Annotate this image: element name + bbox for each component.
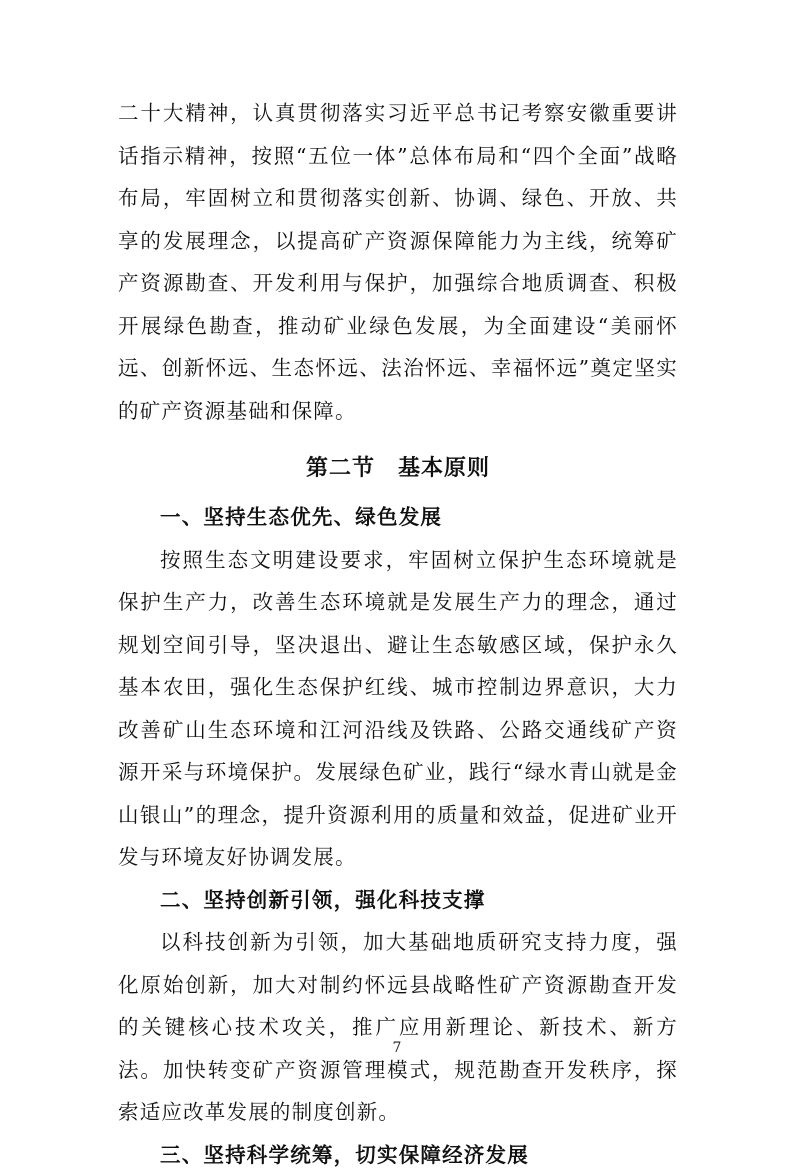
subsection-body-2: 以科技创新为引领，加大基础地质研究支持力度，强化原始创新，加大对制约怀远县战略性矿产资源勘查开发的关键核心技术攻关，推广应用新理论、新技术、新方法。加快转变矿产资源管理模式，规范勘查开发秩序，探索适应改革发展的制度创新。 [118,921,678,1134]
section-title: 第二节 基本原则 [118,452,678,486]
subsection-body-1: 按照生态文明建设要求，牢固树立保护生态环境就是保护生产力，改善生态环境就是发展生产力的理念，通过规划空间引导，坚决退出、避让生态敏感区域，保护永久基本农田，强化生态保护红线、城市控制边界意识，大力改善矿山生态环境和江河沿线及铁路、公路交通线矿产资源开采与环境保护。发展绿色矿业，践行“绿水青山就是金山银山”的理念，提升资源利用的质量和效益，促进矿业开发与环境友好协调发展。 [118,539,678,879]
page-number: 7 [0,1040,794,1056]
subsection-heading-3: 三、坚持科学统筹，切实保障经济发展 [118,1134,678,1176]
intro-paragraph: 二十大精神，认真贯彻落实习近平总书记考察安徽重要讲话指示精神，按照“五位一体”总体布局和“四个全面”战略布局，牢固树立和贯彻落实创新、协调、绿色、开放、共享的发展理念，以提高矿产资源保障能力为主线，统筹矿产资源勘查、开发利用与保护，加强综合地质调查、积极开展绿色勘查，推动矿业绿色发展，为全面建设“美丽怀远、创新怀远、生态怀远、法治怀远、幸福怀远”奠定坚实的矿产资源基础和保障。 [118,92,678,432]
subsection-heading-2: 二、坚持创新引领，强化科技支撑 [118,879,678,922]
subsection-heading-1: 一、坚持生态优先、绿色发展 [118,496,678,539]
document-page [118,92,678,1176]
